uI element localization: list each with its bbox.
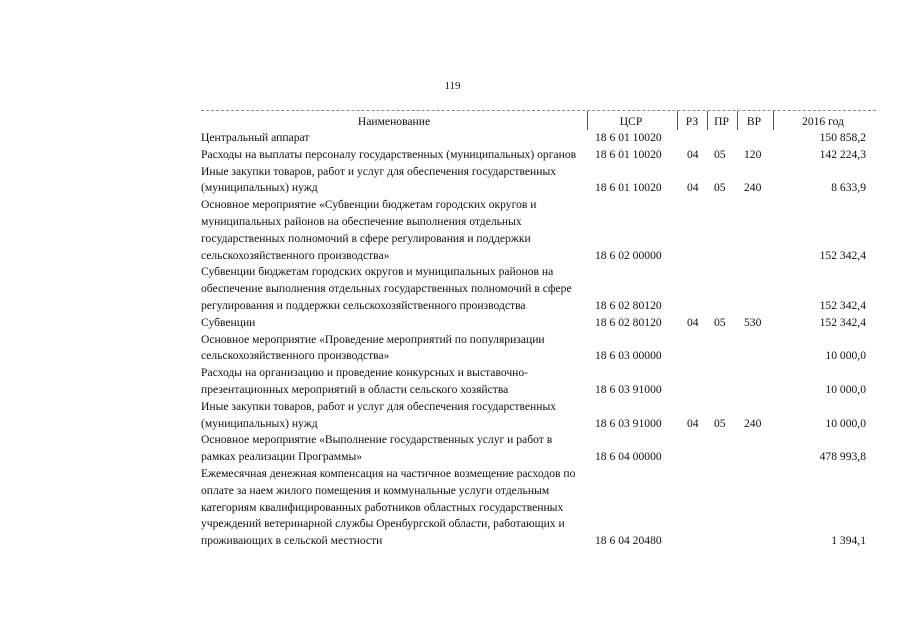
row-csr: 18 6 02 00000: [595, 248, 662, 262]
row-csr: 18 6 03 91000: [595, 382, 662, 396]
table-row: [201, 466, 876, 550]
table-header: [201, 110, 876, 130]
row-csr: 18 6 02 80120: [595, 298, 662, 312]
row-csr: 18 6 01 10020: [595, 181, 662, 195]
header-csr: ЦСР: [619, 115, 643, 128]
header-divider: [773, 111, 774, 130]
row-amount: 478 993,8: [819, 450, 866, 464]
row-amount: 8 633,9: [831, 181, 866, 195]
row-vr: 240: [744, 181, 762, 195]
table-row: [201, 332, 876, 366]
row-name: Иные закупки товаров, работ и услуг для обеспечения государственных (муниципальных) нужд: [201, 164, 557, 195]
table-row: [201, 315, 876, 332]
page-number: 119: [444, 80, 461, 92]
table-row: [201, 130, 876, 147]
row-pr: 05: [714, 416, 726, 430]
row-amount: 10 000,0: [825, 416, 866, 430]
table-row: [201, 197, 876, 264]
row-rz: 04: [687, 147, 699, 161]
header-name: Наименование: [357, 115, 431, 128]
row-rz: 04: [687, 181, 699, 195]
table-row: [201, 147, 876, 164]
header-rz: РЗ: [685, 115, 699, 128]
row-amount: 150 858,2: [819, 131, 866, 144]
row-csr: 18 6 01 10020: [595, 147, 662, 161]
budget-table: [201, 110, 876, 550]
row-name: Расходы на организацию и проведение конкурсных и выставочно-презентационных мероприятий в области сельского хозяйства: [201, 366, 529, 396]
row-amount: 10 000,0: [825, 382, 866, 396]
row-csr: 18 6 03 91000: [595, 416, 662, 430]
header-vr: ВР: [746, 115, 762, 128]
row-amount: 10 000,0: [825, 349, 866, 363]
row-name: Основное мероприятие «Проведение мероприятий по популяризации сельскохозяйственного производства»: [201, 332, 545, 363]
row-amount: 152 342,4: [819, 248, 866, 262]
table-row: [201, 399, 876, 433]
row-rz: 04: [687, 315, 699, 329]
row-name: Ежемесячная денежная компенсация на частичное возмещение расходов по оплате за наем жилого помещения и коммунальные услуги отдельным категориям квалифицированных работников областных государственных учреждений ветеринарной службы Оренбургской области, работающих и проживающих в сельской местности: [201, 466, 576, 548]
row-name: Субвенции бюджетам городских округов и муниципальных районов на обеспечение выполнения отдельных государственных полномочий в сфере регулирования и поддержки сельскохозяйственного производства: [201, 265, 572, 312]
header-divider: [677, 111, 678, 130]
row-name: Основное мероприятие «Выполнение государственных услуг и работ в рамках реализации Программы»: [201, 433, 553, 464]
row-amount: 142 224,3: [819, 147, 866, 161]
row-name: Субвенции: [201, 315, 256, 329]
row-name: Иные закупки товаров, работ и услуг для обеспечения государственных (муниципальных) нужд: [201, 399, 557, 430]
row-csr: 18 6 02 80120: [595, 315, 662, 329]
row-amount: 152 342,4: [819, 298, 866, 312]
row-vr: 530: [744, 315, 762, 329]
header-year: 2016 год: [802, 115, 844, 128]
row-csr: 18 6 03 00000: [595, 349, 662, 363]
row-csr: 18 6 04 20480: [595, 534, 662, 548]
row-vr: 120: [744, 147, 762, 161]
row-amount: 1 394,1: [831, 534, 866, 548]
header-pr: ПР: [714, 115, 729, 128]
table-row: [201, 365, 876, 399]
table-row: [201, 164, 876, 198]
table-row: [201, 264, 876, 314]
row-csr: 18 6 04 00000: [595, 450, 662, 464]
row-name: Расходы на выплаты персоналу государственных (муниципальных) органов: [201, 147, 577, 161]
table-row: [201, 432, 876, 466]
row-pr: 05: [714, 181, 726, 195]
row-name: Основное мероприятие «Субвенции бюджетам городских округов и муниципальных районов на обеспечение выполнения отдельных государственных полномочий в сфере регулирования и поддержки сельскохозяйственного производства»: [201, 198, 537, 262]
row-pr: 05: [714, 315, 726, 329]
row-amount: 152 342,4: [819, 315, 866, 329]
row-pr: 05: [714, 147, 726, 161]
row-name: Центральный аппарат: [201, 131, 310, 144]
row-rz: 04: [687, 416, 699, 430]
row-vr: 240: [744, 416, 762, 430]
table-body: [201, 130, 876, 550]
row-csr: 18 6 01 10020: [595, 131, 662, 144]
